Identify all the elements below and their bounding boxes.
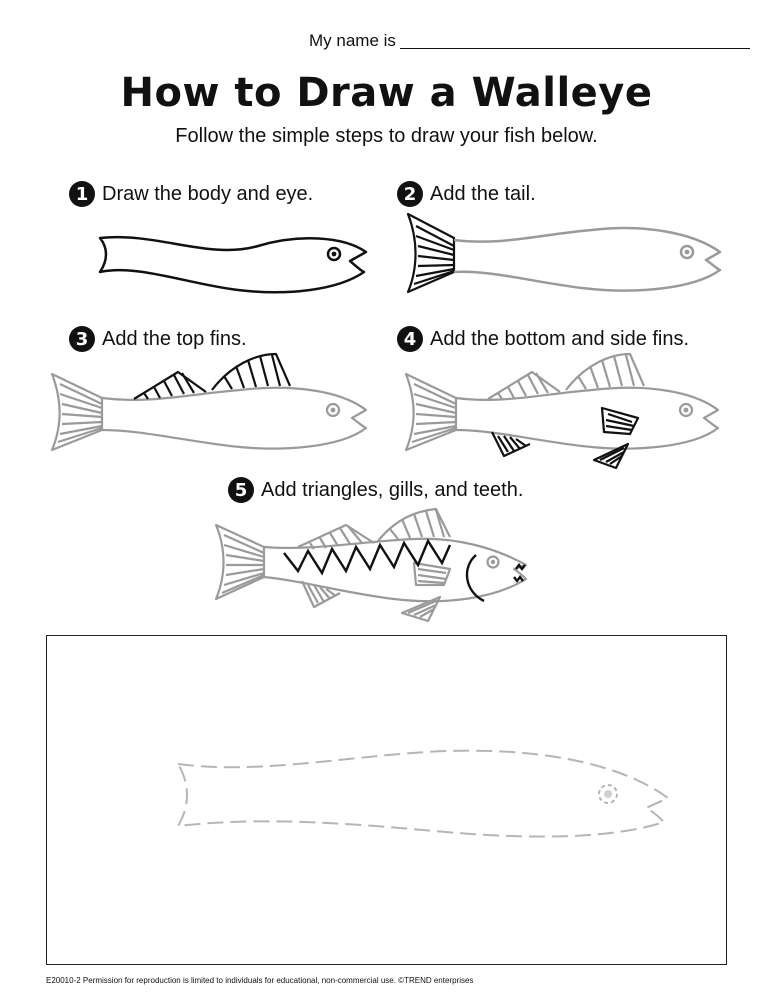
step-number-badge: 2 bbox=[397, 181, 423, 207]
step-4-fish-illustration bbox=[402, 352, 724, 470]
dashed-guide-fish bbox=[176, 746, 676, 836]
step-text: Add the top fins. bbox=[102, 327, 247, 350]
step-5-fish-illustration bbox=[214, 507, 534, 623]
footer-copyright: E20010-2 Permission for reproduction is limited to individuals for educational, non-commercial use. ©TREND enterprises bbox=[46, 976, 474, 985]
step-number-badge: 1 bbox=[69, 181, 95, 207]
step-1-fish-illustration bbox=[98, 228, 370, 300]
step-text: Add the bottom and side fins. bbox=[430, 327, 690, 350]
step-text: Add the tail. bbox=[430, 182, 536, 205]
step-text: Add triangles, gills, and teeth. bbox=[261, 478, 524, 501]
step-2-fish-illustration bbox=[402, 212, 724, 296]
name-label: My name is bbox=[309, 31, 396, 50]
step-number-badge: 4 bbox=[397, 326, 423, 352]
step-3-fish-illustration bbox=[50, 352, 370, 454]
step-3 bbox=[69, 326, 247, 352]
page-subtitle: Follow the simple steps to draw your fish below. bbox=[175, 125, 598, 147]
step-number-badge: 5 bbox=[228, 477, 254, 503]
step-4 bbox=[397, 326, 689, 352]
step-text: Draw the body and eye. bbox=[102, 182, 314, 205]
step-1 bbox=[69, 181, 313, 207]
step-5 bbox=[228, 477, 523, 503]
step-2 bbox=[397, 181, 536, 207]
name-line[interactable] bbox=[400, 48, 750, 49]
page-title: How to Draw a Walleye bbox=[120, 70, 653, 116]
step-number-badge: 3 bbox=[69, 326, 95, 352]
